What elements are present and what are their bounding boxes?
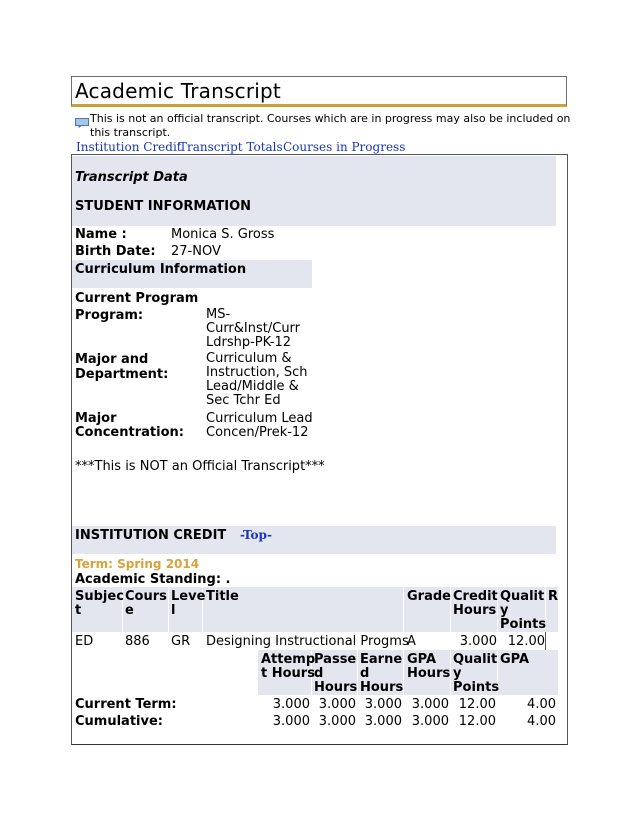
totals-col-line: Hours (314, 680, 358, 695)
concentration-label-line: Major (75, 411, 117, 426)
col-level-line: l (171, 603, 176, 618)
totals-col-line: Attemp (261, 652, 316, 667)
col-quality-line: y (500, 603, 509, 618)
program-value (206, 308, 300, 350)
birth-date-value: 27-NOV (171, 244, 221, 259)
academic-standing: Academic Standing: . (75, 572, 231, 587)
student-info-heading: STUDENT INFORMATION (75, 199, 252, 214)
totals-col-quality (453, 653, 499, 695)
totals-col-gpa: GPA (500, 652, 530, 667)
major-value-line: Lead/Middle & (206, 379, 299, 394)
current-term-passed: 3.000 (318, 697, 356, 712)
totals-col-line: Hours (407, 666, 451, 681)
col-r: R (548, 589, 559, 604)
row-quality-points: 12.00 (507, 634, 545, 649)
col-quality-line: Points (500, 617, 547, 632)
institution-credit-link[interactable]: Institution Credit (76, 140, 182, 154)
col-credit-line: Credit (453, 589, 498, 604)
row-divider (545, 632, 546, 652)
row-subject: ED (75, 634, 94, 649)
current-program-label: Current Program (75, 291, 199, 306)
not-official-notice: ***This is NOT an Official Transcript*** (75, 459, 325, 474)
totals-col-line: t Hours (261, 666, 315, 681)
totals-col-line: Points (453, 680, 500, 695)
name-value: Monica S. Gross (171, 227, 275, 242)
col-grade: Grade (407, 589, 451, 604)
col-credit-line: Hours (453, 603, 497, 618)
courses-in-progress-link[interactable]: Courses in Progress (283, 140, 406, 154)
major-value-line: Curriculum & (206, 351, 292, 366)
info-line-2: this transcript. (90, 126, 171, 139)
row-grade: A (407, 634, 416, 649)
program-value-line: Ldrshp-PK-12 (206, 335, 292, 350)
col-course-line: Cours (125, 589, 167, 604)
cumulative-earned: 3.000 (364, 714, 402, 729)
totals-col-line: Qualit (453, 652, 498, 667)
current-term-earned: 3.000 (364, 697, 402, 712)
cumulative-gpa-hours: 3.000 (411, 714, 449, 729)
cumulative-quality: 12.00 (458, 714, 496, 729)
program-value-line: MS- (206, 307, 231, 322)
page-title: Academic Transcript (75, 79, 281, 103)
cumulative-label: Cumulative: (75, 714, 163, 729)
cumulative-passed: 3.000 (318, 714, 356, 729)
totals-col-line: GPA (407, 652, 437, 667)
current-term-gpa-hours: 3.000 (411, 697, 449, 712)
col-quality-points (500, 590, 546, 632)
concentration-value-line: Concen/Prek-12 (206, 425, 309, 440)
top-link[interactable]: -Top- (240, 528, 272, 542)
totals-col-gpa-hours (407, 653, 450, 681)
col-credit-hours (453, 590, 498, 618)
transcript-totals-link[interactable]: Transcript Totals (179, 140, 283, 154)
totals-col-attempt (261, 653, 315, 681)
totals-col-passed (314, 653, 357, 695)
major-label (75, 352, 168, 382)
transcript-data-heading: Transcript Data (75, 170, 188, 185)
row-level: GR (171, 634, 191, 649)
totals-col-line: Earne (360, 652, 403, 667)
col-title: Title (206, 589, 239, 604)
col-level (171, 590, 205, 618)
cumulative-attempt: 3.000 (272, 714, 310, 729)
current-term-quality: 12.00 (458, 697, 496, 712)
concentration-value (206, 412, 313, 440)
col-course-line: e (125, 603, 134, 618)
curriculum-heading: Curriculum Information (75, 262, 247, 277)
col-course (125, 590, 167, 618)
info-flag-icon (75, 113, 89, 123)
info-line-1: This is not an official transcript. Courses which are in progress may also be included on (90, 112, 571, 125)
major-label-line: Major and (75, 352, 149, 367)
current-term-attempt: 3.000 (272, 697, 310, 712)
row-title: Designing Instructional Progms (206, 634, 409, 649)
concentration-label (75, 412, 184, 440)
birth-date-label: Birth Date: (75, 244, 156, 259)
name-label: Name : (75, 227, 127, 242)
col-subject (75, 590, 124, 618)
current-term-label: Current Term: (75, 697, 177, 712)
major-value-line: Sec Tchr Ed (206, 393, 281, 408)
term-label: Term: Spring 2014 (75, 557, 200, 571)
program-label: Program: (75, 308, 144, 323)
major-value (206, 352, 307, 408)
col-subject-line: Subjec (75, 589, 124, 604)
col-subject-line: t (75, 603, 82, 618)
cumulative-gpa: 4.00 (527, 714, 556, 729)
major-label-line: Department: (75, 367, 169, 382)
concentration-value-line: Curriculum Lead (206, 411, 313, 426)
row-course: 886 (125, 634, 150, 649)
major-value-line: Instruction, Sch (206, 365, 308, 380)
institution-credit-heading: INSTITUTION CREDIT (75, 528, 227, 543)
totals-col-line: Passe (314, 652, 357, 667)
col-quality-line: Qualit (500, 589, 545, 604)
info-message (90, 112, 571, 140)
row-credit-hours: 3.000 (459, 634, 497, 649)
col-level-line: Leve (171, 589, 206, 604)
totals-col-line: d (314, 666, 324, 681)
concentration-label-line: Concentration: (75, 425, 184, 440)
totals-col-line: Hours (360, 680, 404, 695)
current-term-gpa: 4.00 (527, 697, 556, 712)
program-value-line: Curr&Inst/Curr (206, 321, 301, 336)
totals-col-earned (360, 653, 403, 695)
totals-col-line: d (360, 666, 370, 681)
totals-col-line: y (453, 666, 462, 681)
